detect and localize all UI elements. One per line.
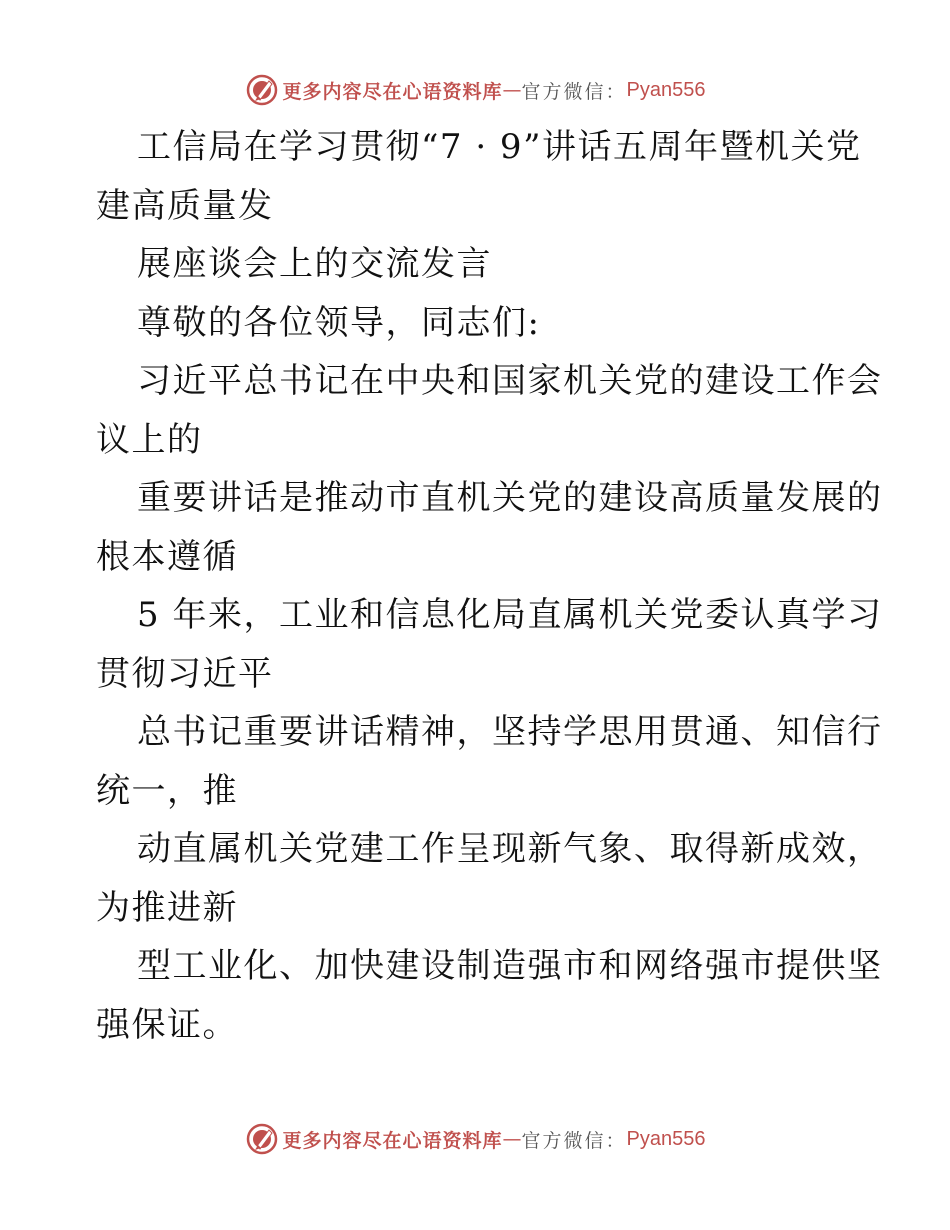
banner-dash: — — [502, 1128, 522, 1150]
text-line: 动直属机关党建工作呈现新气象、取得新成效， — [137, 829, 883, 869]
text-line: 型工业化、加快建设制造强市和网络强市提供坚 — [137, 946, 883, 986]
text-line: 建高质量发 — [96, 185, 274, 226]
text-line: 工信局在学习贯彻“7 · 9”讲话五周年暨机关党 — [137, 127, 862, 167]
banner-official-text: 官方微信： — [521, 1129, 627, 1152]
text-line: 强保证。 — [96, 1004, 238, 1045]
footer-watermark-banner — [0, 1119, 950, 1159]
text-line: 5 年来，工业和信息化局直属机关党委认真学习 — [137, 595, 883, 635]
text-line: 总书记重要讲话精神，坚持学思用贯通、知信行 — [137, 712, 883, 752]
text-line: 习近平总书记在中央和国家机关党的建设工作会 — [137, 361, 883, 401]
text-line: 尊敬的各位领导，同志们: — [137, 302, 541, 343]
pen-logo-icon — [245, 73, 279, 107]
text-line: 根本遵循 — [96, 536, 238, 577]
text-line: 重要讲话是推动市直机关党的建设高质量发展的 — [137, 478, 883, 518]
text-line: 展座谈会上的交流发言 — [137, 244, 492, 284]
text-line: 统一，推 — [96, 770, 238, 811]
header-watermark-banner — [0, 70, 950, 110]
text-line: 为推进新 — [96, 887, 238, 928]
banner-dash: — — [502, 79, 522, 101]
banner-official-text: 官方微信： — [521, 80, 627, 103]
pen-logo-icon — [245, 1122, 279, 1156]
banner-main-text: 更多内容尽在心语资料库 — [282, 1129, 503, 1152]
banner-main-text: 更多内容尽在心语资料库 — [282, 80, 503, 103]
banner-account-id: Pyan556 — [626, 78, 706, 101]
banner-account-id: Pyan556 — [626, 1127, 706, 1150]
text-line: 贯彻习近平 — [96, 653, 274, 694]
document-body — [96, 118, 883, 1054]
text-line: 议上的 — [96, 419, 203, 460]
